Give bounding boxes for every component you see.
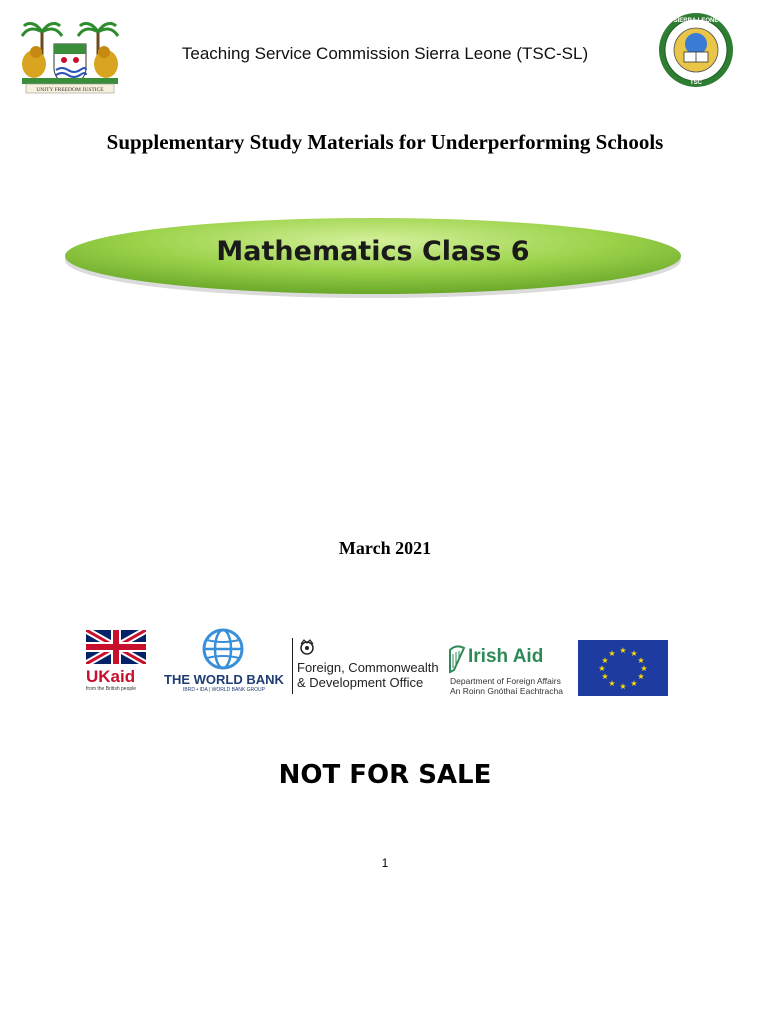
royal-crest-icon	[297, 638, 317, 656]
irishaid-logo	[446, 644, 566, 698]
svg-text:★: ★	[640, 664, 648, 673]
fcdo-line2: & Development Office	[297, 675, 424, 690]
svg-text:★: ★	[601, 672, 609, 681]
tsc-seal-sub: TSC	[690, 80, 702, 86]
worldbank-name: THE WORLD BANK	[164, 672, 284, 687]
svg-text:★: ★	[601, 656, 609, 665]
ukaid-logo	[86, 630, 148, 690]
worldbank-tagline: IBRD • IDA | WORLD BANK GROUP	[183, 687, 265, 693]
irishaid-line2: An Roinn Gnóthaí Eachtracha	[450, 686, 563, 696]
svg-text:★: ★	[630, 649, 638, 658]
harp-icon	[446, 644, 466, 674]
tsc-seal-logo	[650, 10, 742, 90]
coat-of-arms-motto: UNITY FREEDOM JUSTICE	[36, 87, 104, 93]
irishaid-line1: Department of Foreign Affairs	[450, 676, 561, 686]
svg-text:★: ★	[608, 679, 616, 688]
banner-title: Mathematics Class 6	[216, 236, 530, 267]
document-subtitle: Supplementary Study Materials for Underperforming Schools	[106, 130, 664, 154]
fcdo-line1: Foreign, Commonwealth	[297, 660, 439, 675]
union-jack-icon	[86, 630, 146, 664]
svg-text:★: ★	[608, 649, 616, 658]
tsc-seal-text: SIERRA LEONE	[673, 18, 719, 24]
header-organization: Teaching Service Commission Sierra Leone (TSC-SL)	[181, 44, 589, 63]
fcdo-logo	[292, 638, 439, 694]
svg-text:★: ★	[598, 664, 606, 673]
ukaid-name: UKaid	[86, 667, 136, 686]
not-for-sale-notice: NOT FOR SALE	[278, 760, 492, 790]
svg-text:★: ★	[619, 682, 627, 691]
document-date: March 2021	[338, 538, 432, 558]
eu-flag-icon	[578, 640, 668, 696]
svg-text:★: ★	[619, 646, 627, 655]
worldbank-logo	[163, 628, 285, 694]
globe-icon	[201, 628, 245, 670]
svg-text:★: ★	[637, 672, 645, 681]
irishaid-name: Irish Aid	[468, 646, 544, 667]
svg-text:★: ★	[637, 656, 645, 665]
ukaid-tagline: from the British people	[86, 686, 137, 692]
svg-text:★: ★	[630, 679, 638, 688]
page-number: 1	[381, 856, 389, 870]
